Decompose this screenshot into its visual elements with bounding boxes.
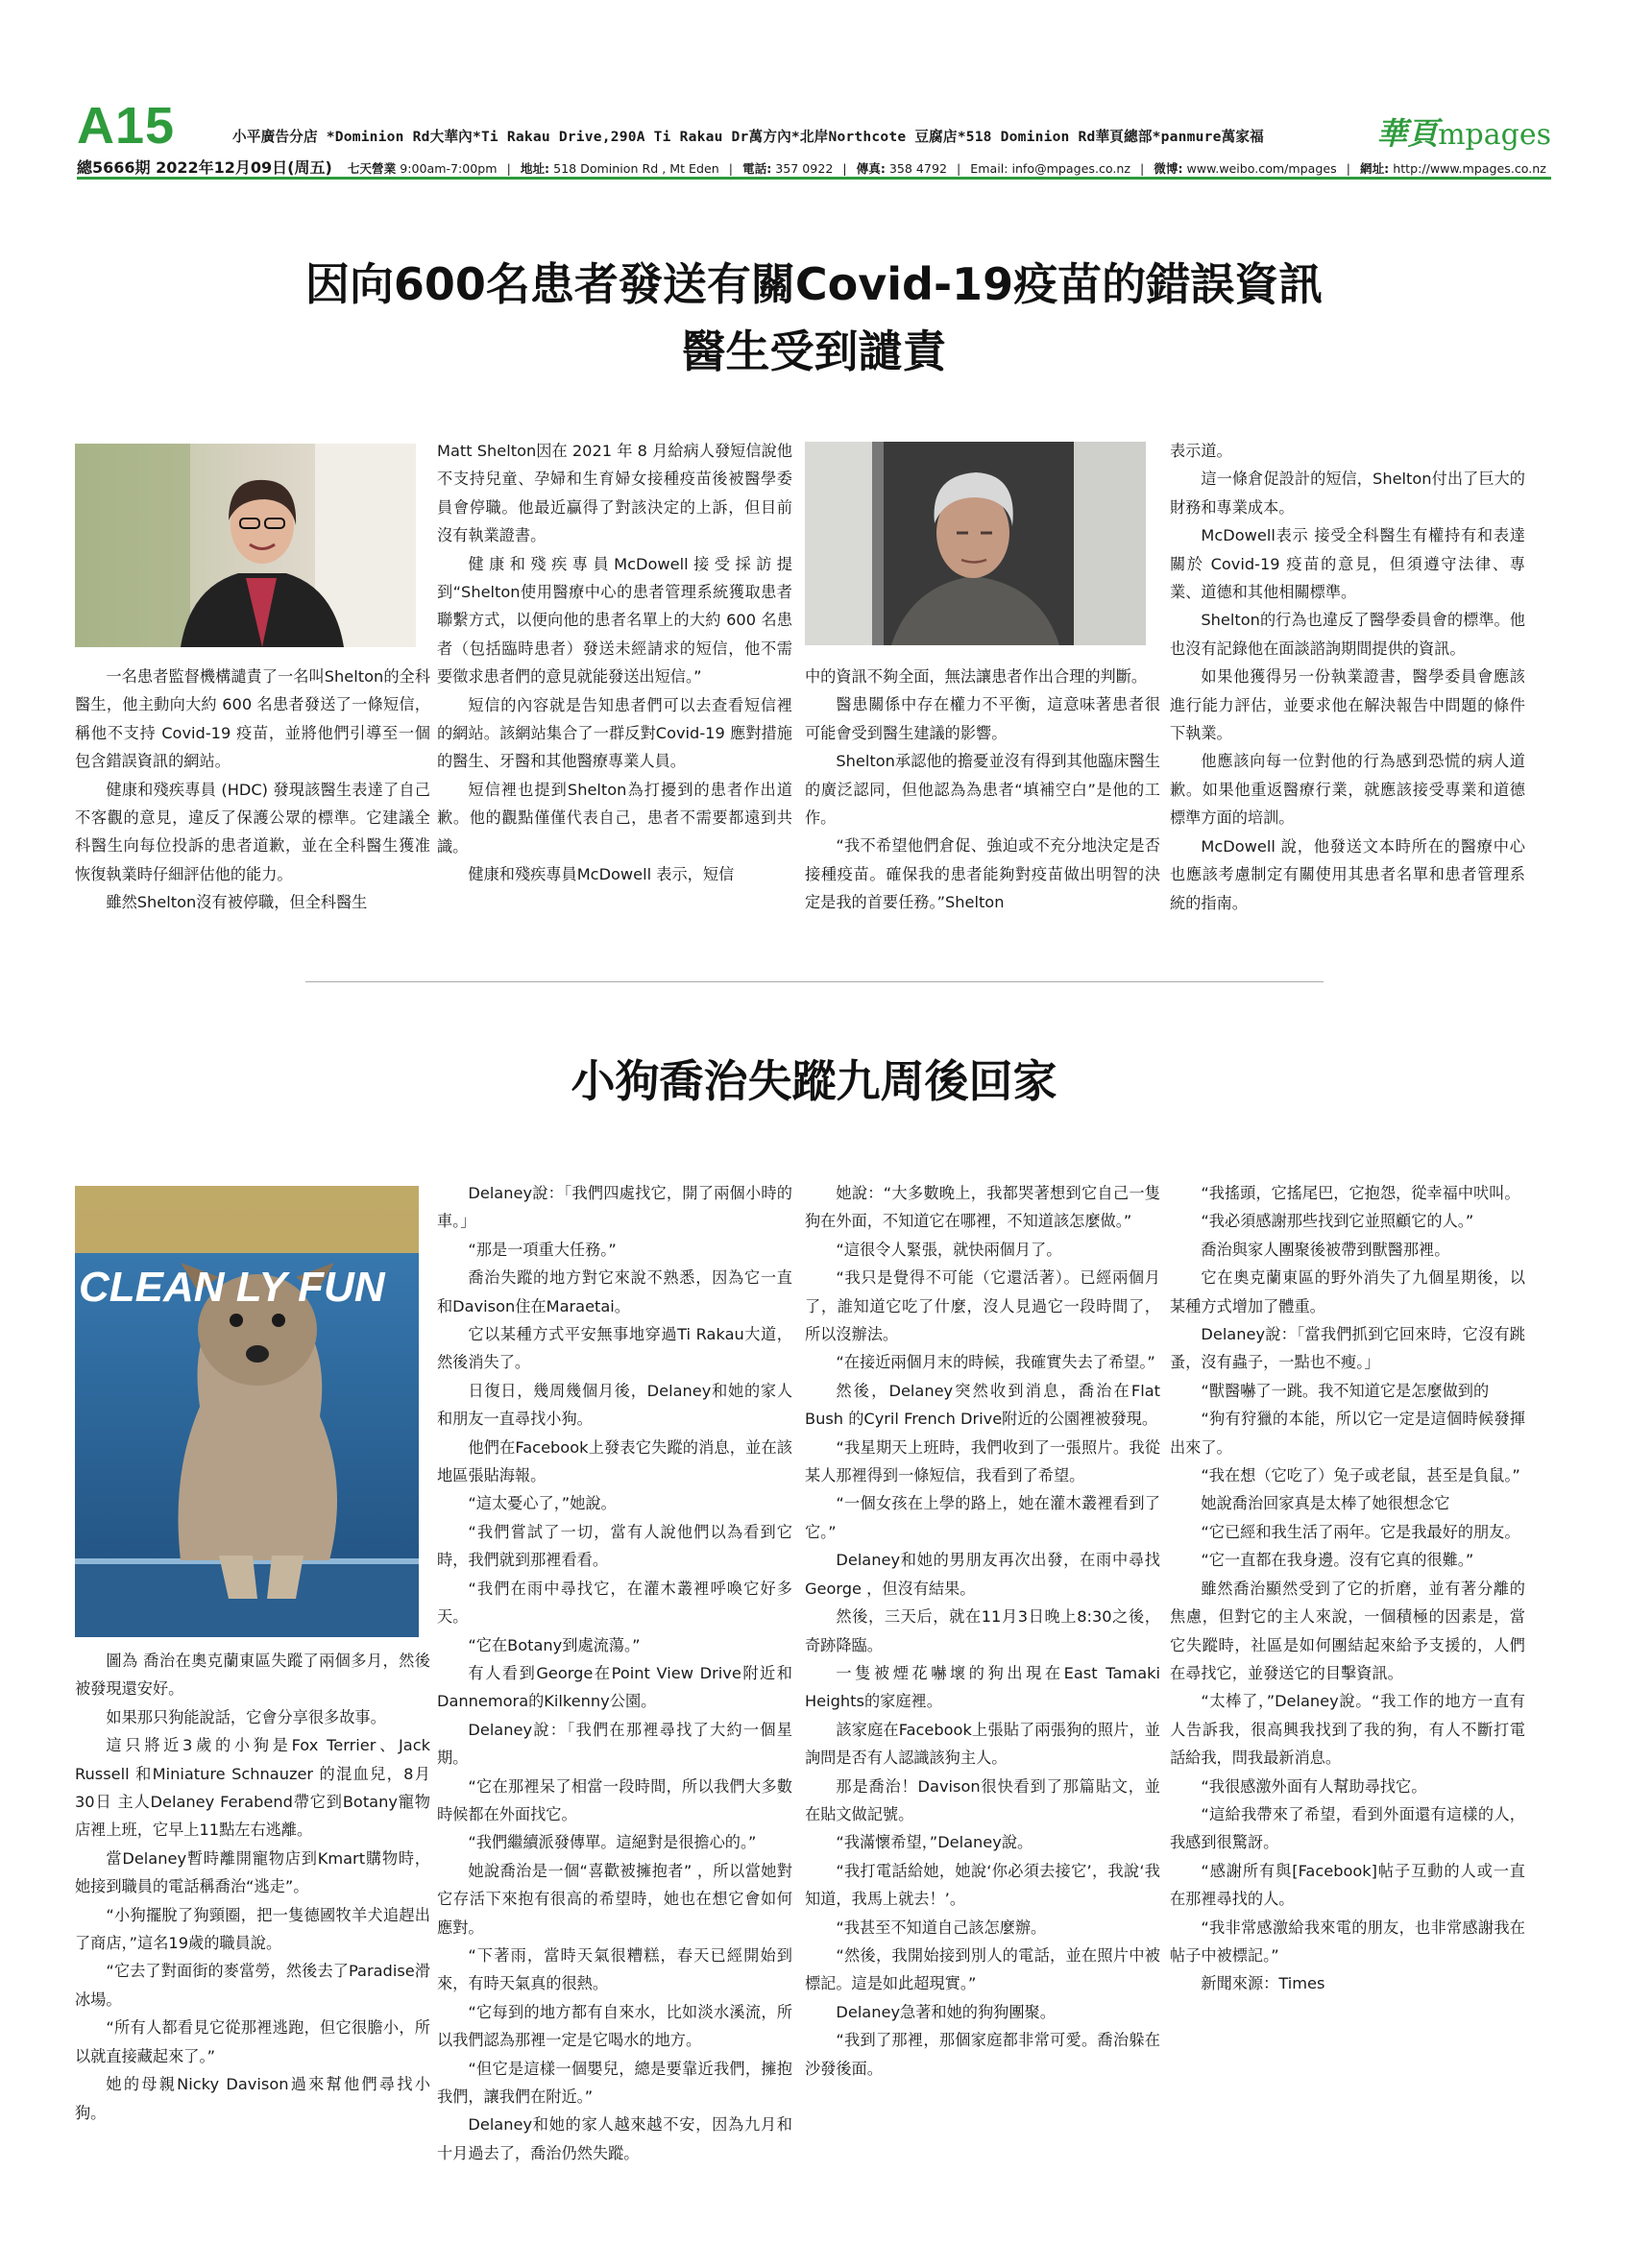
paragraph: 然後，Delaney突然收到消息，喬治在Flat Bush 的Cyril French Drive附近的公園裡被發現。 — [805, 1381, 1160, 1429]
paragraph: 日復日，幾周幾個月後，Delaney和她的家人和朋友一直尋找小狗。 — [437, 1381, 792, 1429]
paragraph: “我只是覺得不可能（它還活著）。已經兩個月了，誰知道它吃了什麼，沒人見過它一段時間了，所以沒辦法。 — [805, 1268, 1160, 1344]
paragraph: “這太憂心了，”她說。 — [468, 1494, 617, 1513]
paragraph: “我必須感謝那些找到它並照顧它的人。” — [1201, 1212, 1474, 1231]
paragraph: “我們繼續派發傳單。這絕對是很擔心的。” — [468, 1833, 757, 1852]
section-divider — [305, 981, 1324, 982]
paragraph: “我打電話給她，她說‘你必須去接它’，我說‘我知道，我馬上就去！’。 — [805, 1861, 1160, 1909]
paragraph: 它在奧克蘭東區的野外消失了九個星期後，以某種方式增加了體重。 — [1170, 1268, 1525, 1315]
paragraph: “所有人都看見它從那裡逃跑，但它很膽小，所以就直接藏起來了。” — [75, 2018, 430, 2065]
phone: 357 0922 — [775, 161, 834, 176]
article1-column-1 — [75, 663, 430, 917]
paragraph: 健康和殘疾專員McDowell 表示，短信 — [468, 865, 735, 884]
phone-label: 電話: — [742, 161, 772, 176]
doctor-photo-woman — [75, 444, 416, 647]
paragraph: 健康和殘疾專員McDowell接受採訪提到“Shelton使用醫療中心的患者管理系統獲取患者聯繫方式，以便向他的患者名單上的大約 600 名患者（包括臨時患者）發送未經請求的短信，他不需要徵求患者們的意見就能發送出短信。” — [437, 554, 792, 687]
paragraph: “我滿懷希望，”Delaney說。 — [836, 1833, 1033, 1852]
paragraph: 那是喬治！Davison很快看到了那篇貼文，並在貼文做記號。 — [805, 1776, 1160, 1823]
paragraph: 有人看到George在Point View Drive附近和Dannemora的Kilkenny公園。 — [437, 1663, 792, 1711]
issue-date: 總5666期 2022年12月09日(周五) — [77, 158, 332, 177]
paragraph: Shelton承認他的擔憂並沒有得到其他臨床醫生的廣泛認同，但他認為為患者“填補空白”是他的工作。 — [805, 752, 1160, 828]
paragraph: 她說喬治回家真是太棒了她很想念它 — [1201, 1494, 1450, 1513]
article1-title-line2: 醫生受到譴責 — [681, 326, 947, 377]
hours: 9:00am-7:00pm — [400, 161, 498, 176]
address-label: 地址: — [520, 161, 550, 176]
paragraph: “我非常感激給我來電的朋友，也非常感謝我在帖子中被標記。” — [1170, 1918, 1525, 1965]
paragraph: 雖然Shelton沒有被停職，但全科醫生 — [106, 893, 368, 912]
paragraph: 喬治與家人團聚後被帶到獸醫那裡。 — [1201, 1240, 1450, 1259]
paragraph: 當Delaney暫時離開寵物店到Kmart購物時，她接到職員的電話稱喬治“逃走”。 — [75, 1848, 430, 1896]
paragraph: “它在那裡呆了相當一段時間，所以我們大多數時候都在外面找它。 — [437, 1776, 792, 1823]
hours-label: 七天營業 — [347, 161, 397, 176]
paragraph: 一隻被煙花嚇壞的狗出現在East Tamaki Heights的家庭裡。 — [805, 1663, 1160, 1711]
paragraph: 喬治失蹤的地方對它來說不熟悉，因為它一直和Davison住在Maraetai。 — [437, 1268, 792, 1315]
paragraph: “它一直都在我身邊。沒有它真的很難。” — [1201, 1551, 1474, 1570]
paragraph: 如果他獲得另一份執業證書，醫學委員會應該進行能力評估，並要求他在解決報告中問題的條件下執業。 — [1170, 667, 1525, 743]
paragraph: Delaney說：「當我們抓到它回來時，它沒有跳蚤，沒有蟲子，一點也不瘦。」 — [1170, 1325, 1525, 1372]
paragraph: “獸醫嚇了一跳。我不知道它是怎麼做到的 — [1201, 1381, 1490, 1400]
paragraph: 一名患者監督機構譴責了一名叫Shelton的全科醫生，他主動向大約 600 名患者發送了一條短信，稱他不支持 Covid-19 疫苗，並將他們引導至一個包含錯誤資訊的網站。 — [75, 667, 430, 771]
paragraph: 醫患關係中存在權力不平衡，這意味著患者很可能會受到醫生建議的影響。 — [805, 695, 1160, 742]
paragraph: 它以某種方式平安無事地穿過Ti Rakau大道，然後消失了。 — [437, 1325, 792, 1372]
page-number: A15 — [77, 97, 176, 155]
logo-latin: mpages — [1438, 118, 1551, 152]
web-link[interactable]: http://www.mpages.co.nz — [1393, 161, 1546, 176]
paragraph: “小狗擺脫了狗頸圈，把一隻德國牧羊犬追趕出了商店，”這名19歲的職員說。 — [75, 1905, 430, 1953]
paragraph: Delaney說：「我們四處找它，開了兩個小時的車。」 — [437, 1184, 792, 1231]
paragraph: McDowell表示 接受全科醫生有權持有和表達關於 Covid-19 疫苗的意見，但須遵守法律、專業、道德和其他相關標準。 — [1170, 526, 1525, 602]
article2-column-4 — [1170, 1179, 1525, 1998]
address: 518 Dominion Rd , Mt Eden — [553, 161, 719, 176]
paragraph: McDowell 說，他發送文本時所在的醫療中心也應該考慮制定有關使用其患者名單和患者管理系統的指南。 — [1170, 836, 1525, 912]
paragraph: Delaney和她的男朋友再次出發，在雨中尋找George ，但沒有結果。 — [805, 1551, 1160, 1598]
paragraph: 她的母親Nicky Davison過來幫他們尋找小狗。 — [75, 2075, 430, 2122]
paragraph: 短信的內容就是告知患者們可以去查看短信裡的網站。該網站集合了一群反對Covid-19 應對措施的醫生、牙醫和其他醫療專業人員。 — [437, 695, 792, 771]
info-line: 總5666期 2022年12月09日(周五) 七天營業 9:00am-7:00pm | 地址: 518 Dominion Rd , Mt Eden | 電話: 357 0922 | 傳真: 358 4792 | Email: info@mpages.co.nz | 微博: www.weibo.com/mpages | 網址: http://www.mpages.co.nz — [77, 158, 1546, 177]
paragraph: 雖然喬治顯然受到了它的折磨，並有著分離的焦慮，但對它的主人來說，一個積極的因素是，當它失蹤時，社區是如何團結起來給予支援的，人們在尋找它，並發送它的目擊資訊。 — [1170, 1579, 1525, 1682]
logo-cjk: 華頁 — [1376, 115, 1439, 152]
paragraph: “這給我帶來了希望，看到外面還有這樣的人，我感到很驚訝。 — [1170, 1804, 1525, 1852]
paragraph: “下著雨，當時天氣很糟糕，春天已經開始到來，有時天氣真的很熱。 — [437, 1945, 792, 1993]
paragraph: 健康和殘疾專員 (HDC) 發現該醫生表達了自己不客觀的意見，違反了保護公眾的標準。它建議全科醫生向每位投訴的患者道歉，並在全科醫生獲准恢復執業時仔細評估他的能力。 — [75, 780, 430, 883]
paragraph: “我星期天上班時，我們收到了一張照片。我從某人那裡得到一條短信，我看到了希望。 — [805, 1437, 1160, 1485]
paragraph: “我到了那裡，那個家庭都非常可愛。喬治躲在沙發後面。 — [805, 2031, 1160, 2078]
paragraph: Delaney和她的家人越來越不安，因為九月和十月過去了，喬治仍然失蹤。 — [437, 2115, 792, 2162]
paragraph: “那是一項重大任務。” — [468, 1240, 617, 1259]
masthead-rule — [77, 177, 1551, 180]
dog-photo-text: CLEAN LY FUN — [79, 1264, 385, 1311]
email-link[interactable]: info@mpages.co.nz — [1011, 161, 1130, 176]
paragraph: “感謝所有與[Facebook]帖子互動的人或一直在那裡尋找的人。 — [1170, 1861, 1525, 1909]
web-label: 網址: — [1359, 161, 1390, 176]
paragraph: Delaney說：「我們在那裡尋找了大約一個星期。 — [437, 1720, 792, 1768]
paragraph: “我甚至不知道自己該怎麼辦。 — [836, 1918, 1047, 1937]
paragraph: “我不希望他們倉促、強迫或不充分地決定是否接種疫苗。確保我的患者能夠對疫苗做出明智的決定是我的首要任務。”Shelton — [805, 836, 1160, 912]
article1-title-line1: 因向600名患者發送有關Covid-19疫苗的錯誤資訊 — [304, 258, 1324, 310]
paragraph: 短信裡也提到Shelton為打擾到的患者作出道歉。他的觀點僅僅代表自己，患者不需要都遠到共識。 — [437, 780, 792, 856]
paragraph: “在接近兩個月末的時候，我確實失去了希望。” — [836, 1353, 1155, 1372]
email-label: Email: — [970, 161, 1008, 176]
paragraph: 他應該向每一位對他的行為感到恐慌的病人道歉。如果他重返醫療行業，就應該接受專業和道德標準方面的培訓。 — [1170, 752, 1525, 828]
masthead — [77, 97, 1551, 181]
paragraph: Delaney急著和她的狗狗團聚。 — [836, 2002, 1056, 2021]
weibo-label: 微博: — [1154, 161, 1183, 176]
fax: 358 4792 — [888, 161, 947, 176]
paragraph: 她說喬治是一個“喜歡被擁抱者” ，所以當她對它存活下來抱有很高的希望時，她也在想它會如何應對。 — [437, 1861, 792, 1937]
paragraph: “它在Botany到處流蕩。” — [468, 1635, 641, 1654]
article2-column-2 — [437, 1179, 792, 2167]
logo — [1376, 109, 1551, 154]
article2-column-3 — [805, 1179, 1160, 2083]
paragraph: “我很感激外面有人幫助尋找它。 — [1201, 1776, 1427, 1796]
paragraph: 如果那只狗能說話，它會分享很多故事。 — [106, 1707, 386, 1726]
paragraph: 表示道。 — [1170, 442, 1232, 460]
paragraph: “我搖頭，它搖尾巴，它抱怨，從幸福中吠叫。 — [1201, 1184, 1520, 1202]
paragraph: “然後，我開始接到別人的電話，並在照片中被標記。這是如此超現實。” — [805, 1945, 1160, 1993]
paragraph: “這很令人緊張，就快兩個月了。 — [836, 1240, 1062, 1259]
article2-title: 小狗喬治失蹤九周後回家 — [571, 1055, 1057, 1107]
doctor-photo-man — [805, 442, 1146, 645]
article1-column-3 — [805, 663, 1160, 917]
paragraph: “我們嘗試了一切，當有人說他們以為看到它時，我們就到那裡看看。 — [437, 1522, 792, 1570]
paragraph: “我在想（它吃了）兔子或老鼠，甚至是負鼠。” — [1201, 1466, 1520, 1485]
paragraph: 這一條倉促設計的短信，Shelton付出了巨大的財務和專業成本。 — [1170, 470, 1525, 517]
paragraph: 該家庭在Facebook上張貼了兩張狗的照片，並詢問是否有人認識該狗主人。 — [805, 1720, 1160, 1768]
article2-column-1 — [75, 1647, 430, 2127]
paragraph: 她說：“大多數晚上，我都哭著想到它自己一隻狗在外面，不知道它在哪裡，不知道該怎麼做。” — [805, 1184, 1160, 1231]
paragraph: 這只將近3歲的小狗是Fox Terrier、Jack Russell 和Miniature Schnauzer 的混血兒，8月30日 主人Delaney Ferabend帶它到Botany寵物店裡上班，它早上11點左右逃離。 — [75, 1736, 430, 1840]
paragraph: “它每到的地方都有自來水，比如淡水溪流，所以我們認為那裡一定是它喝水的地方。 — [437, 2002, 792, 2050]
fax-label: 傳真: — [856, 161, 886, 176]
paragraph: “它去了對面街的麥當勞，然後去了Paradise滑冰場。 — [75, 1962, 430, 2009]
paragraph: “太棒了，”Delaney說。“我工作的地方一直有人告訴我，很高興我找到了我的狗，有人不斷打電話給我，問我最新消息。 — [1170, 1692, 1525, 1768]
photo-caption: 圖為 喬治在奧克蘭東區失蹤了兩個多月，然後被發現還安好。 — [75, 1652, 430, 1699]
branch-list: 小平廣告分店 *Dominion Rd大華內*Ti Rakau Drive,290A Ti Rakau Dr萬方內*北岸Northcote 豆腐店*518 Dominion Rd華頁總部*panmure萬家福 — [232, 129, 1264, 145]
paragraph: “一個女孩在上學的路上，她在灌木叢裡看到了它。” — [805, 1494, 1160, 1541]
paragraph: 他們在Facebook上發表它失蹤的消息，並在該地區張貼海報。 — [437, 1437, 792, 1485]
article1-column-2 — [437, 437, 792, 889]
paragraph: 中的資訊不夠全面，無法讓患者作出合理的判斷。 — [805, 667, 1148, 686]
paragraph: “它已經和我生活了兩年。它是我最好的朋友。 — [1201, 1522, 1520, 1541]
dog-photo — [75, 1186, 419, 1637]
weibo-link[interactable]: www.weibo.com/mpages — [1186, 161, 1337, 176]
paragraph: 然後，三天后，就在11月3日晚上8:30之後，奇跡降臨。 — [805, 1607, 1160, 1654]
news-source: 新聞來源：Times — [1201, 1974, 1325, 1993]
paragraph: Shelton的行為也違反了醫學委員會的標準。他也沒有記錄他在面談諮詢期間提供的資訊。 — [1170, 611, 1525, 658]
article1-column-4 — [1170, 437, 1525, 917]
paragraph: “但它是這樣一個嬰兒，總是要靠近我們，擁抱我們，讓我們在附近。” — [437, 2059, 792, 2106]
paragraph: “狗有狩獵的本能，所以它一定是這個時候發揮出來了。 — [1170, 1410, 1525, 1457]
paragraph: “我們在雨中尋找它，在灌木叢裡呼喚它好多天。 — [437, 1579, 792, 1627]
paragraph: Matt Shelton因在 2021 年 8 月給病人發短信說他不支持兒童、孕婦和生育婦女接種疫苗後被醫學委員會停職。他最近贏得了對該決定的上訴，但目前沒有執業證書。 — [437, 442, 792, 545]
